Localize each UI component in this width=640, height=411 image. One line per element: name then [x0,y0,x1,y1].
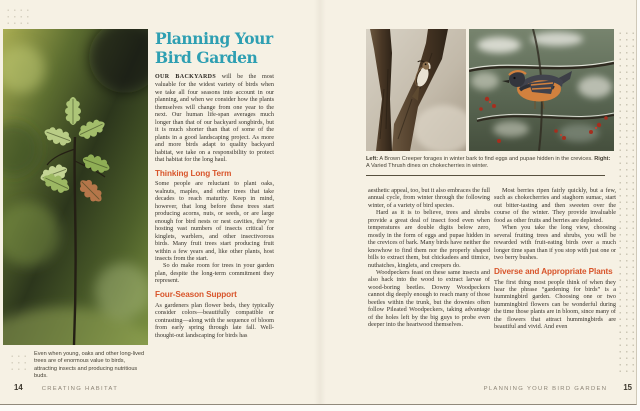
section-heading: Diverse and Appropriate Plants [494,267,613,277]
body-paragraph: Most berries ripen fairly quickly, but a few, such as chokecherries and staghorn sumac, start out bitter-tasting and then sweeten over the course of the winter. They provide invaluable food as other fruits and berries are depleted. [494,187,616,224]
right-page-footer [410,383,632,392]
body-paragraph: The first thing most people think of when they hear the phrase “gardening for birds” is a hummingbird garden. Choosing one or two hummingbird flowers can be wonderful during the time those plants are in bloom, since many of the flowers that attract hummingbirds are beautiful and vivid. And even [494,278,616,331]
body-paragraph: When you take the long view, choosing several fruiting trees and shrubs, you will be rewarded with fruit-eating birds over a much longer time span than if you stop with just one or two berry bushes. [494,224,616,262]
caption-left-label: Left: [366,156,379,162]
caption-left-text: A Brown Creeper forages in winter bark to find eggs and pupae hidden in the crevices. [378,156,595,162]
dot-grid-decoration [5,7,30,28]
page-number: 15 [623,383,632,392]
body-paragraph: So do make room for trees in your garden plan, despite the long-term commitment they represent. [155,262,274,285]
photo-caption [366,156,613,171]
page-gutter [314,0,326,404]
page-number: 14 [14,383,23,392]
left-page-footer [14,383,118,392]
body-paragraph: aesthetic appeal, too, but it also embraces the full annual cycle, from winter through the following winter, of a variety of bird species. [368,187,490,209]
body-paragraph: Some people are reluctant to plant oaks, walnuts, maples, and other trees that take decades to reach maturity. Keep in mind, however, that long before these trees start producing acorns, nuts, or seeds, or are large enough for bird nests or nest cavities, they’re hosting vast numbers of insects critical for kinglets, warblers, and other insectivorous birds. Many fruit trees start producing fruit within a few years and, like other plants, host insects from the start. [155,180,274,262]
caption-right-text: A Varied Thrush dines on chokecherries in winter. [366,163,489,170]
intro-lead-in: OUR BACKYARDS [155,74,217,80]
oak-sapling-photo [3,29,148,345]
photo-caption: Even when young, oaks and other long-lived trees are of enormous value to birds, attracting insects and producing nutritious buds. [34,351,145,379]
brown-creeper-photo [366,29,466,151]
text-column-middle [368,187,490,377]
body-paragraph: As gardeners plan flower beds, they typically consider colors—beautifully compatible or contrasting—along with the sequence of bloom from early spring through late fall. Well-thought-out landscaping for birds has [155,301,274,339]
body-paragraph: Woodpeckers feast on these same insects and also hack into the wood to extract larvae of wood-boring beetles. Downy Woodpeckers cannot dig deeply enough to reach many of those beetles within the trunk, but the downies often follow Pileated Woodpeckers, taking advantage of the holes left by the big guys to probe even deeper into the heartwood themselves. [368,268,490,329]
dot-grid-decoration [9,353,31,374]
caption-right-label: Right: [594,156,611,162]
intro-text: will be the most valuable for the widest variety of birds when we take all four seasons into account in our planning, and when we consider how the plants themselves will change from one year to the next. Our human life-span averages much longer than that of our backyard songbirds, but it is much shorter than that of some of the plants in a good landscaping project. As more and more birds adapt to quality backyard habitat, we take on a responsibility to protect that habitat for the long haul. [155,73,274,163]
varied-thrush-photo [469,29,614,151]
body-paragraph: Hard as it is to believe, trees and shrubs provide a great deal of insect food even when temperatures are double digits below zero, mostly in the form of eggs and pupae hidden in the crevices of bark. Many birds have neither the knowhow to find them nor the properly shaped bills to extract them, but chickadees and titmice, nuthatches, kinglets, and creepers do. [368,209,490,269]
dot-grid-band [617,30,636,374]
article-lead-column [155,30,274,392]
page-title: Planning Your Bird Garden [155,30,273,67]
running-head: CREATING HABITAT [41,386,119,392]
running-head: PLANNING YOUR BIRD GARDEN [483,386,608,392]
section-heading: Four-Season Support [155,290,237,300]
section-heading: Thinking Long Term [155,168,232,178]
caption-divider-rule [366,175,605,176]
text-column-right [494,187,616,377]
intro-paragraph [155,73,274,163]
